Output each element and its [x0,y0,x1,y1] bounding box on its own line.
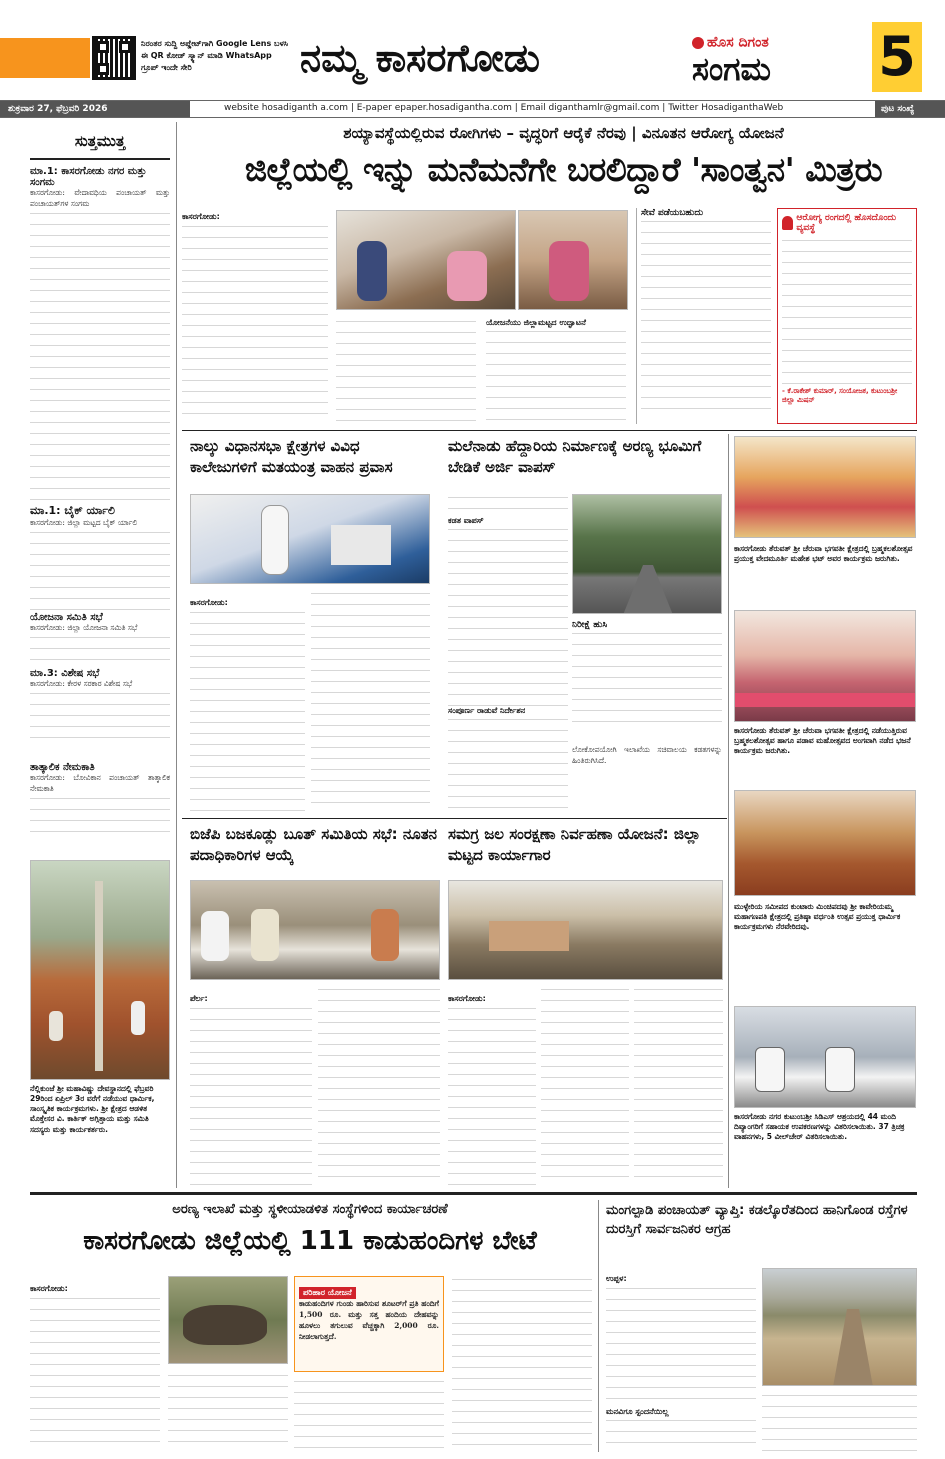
lead-headline: ಜಿಲ್ಲೆಯಲ್ಲಿ ಇನ್ನು ಮನೆಮನೆಗೇ ಬರಲಿದ್ದಾರೆ 'ಸಾಂತ್ವನ' ಮಿತ್ರರು [244,150,883,189]
contact-strip: website hosadiganth a.com | E-paper epaper.hosadigantha.com | Email diganthamlr@gmail.com | Twitter HosadiganthaWeb [224,103,784,113]
story-body-text [311,590,430,810]
story-body-text [448,716,568,812]
story5-body-col3 [634,986,723,1186]
story3-subhead-2: ಸಂಪೂರ್ಣ ರಾಡುವೆ ನಿರ್ದೇಶನ [448,706,526,715]
side-box-credit: - ಕೆ.ರಾಕೇಶ್ ಕುಮಾರ್, ಸಂಯೋಜಕ, ಕುಟುಂಬಶ್ರೀ ಜಿಲ್ಲಾ ಮಿಷನ್ [782,387,898,404]
sidebar-item-body [30,634,170,664]
story2-body-col2 [311,590,430,814]
compensation-box [294,1276,444,1372]
sidebar-item [30,504,170,614]
temple-tree-photo [30,860,170,1080]
compensation-box-title: ಪರಿಹಾರ ಯೋಜನೆ [299,1287,356,1299]
section-rule [182,430,917,431]
paper-title: ನಮ್ಮ ಕಾಸರಗೋಡು [300,36,541,80]
lead-side-box [777,208,917,424]
sidebar-item-title: ಮಾ.3: ವಿಶೇಷ ಸಭೆ [30,668,100,679]
story-body-text [318,986,440,1182]
story5-body [448,986,536,1186]
story3-box-text [572,630,722,730]
lead-kicker: ಶಯ್ಯಾವಸ್ಥೆಯಲ್ಲಿರುವ ರೋಗಿಗಳು – ವೃದ್ಧರಿಗೆ ಆರೈಕೆ ನೆರವು | ವಿನೂತನ ಆರೋಗ್ಯ ಯೋಜನೆ [343,124,784,142]
story2-photo [190,494,430,584]
lead-story-col3 [486,318,626,424]
sidebar-item-title: ಮಾ.1: ಬೈಕ್ ರ್ಯಾಲಿ [30,504,115,517]
story-body-text [190,1005,312,1186]
road-body-col2 [762,1392,917,1452]
health-icon [782,216,793,230]
damaged-road-photo [762,1268,917,1386]
right-caption: ಮುಳ್ಳೇರಿಯ ಸಮೀಪದ ಕುಂಟಾರು ಮಿಂಚಿಪದವು ಶ್ರೀ ಕಾವೇರಿಯಮ್ಮ ಮಹಾಗಣಪತಿ ಕ್ಷೇತ್ರದಲ್ಲಿ ಪ್ರತಿಷ್ಠಾ ವರ್ಧಂತಿ ಉತ್ಸವ ಪ್ರಯುಕ್ತ ಧಾರ್ಮಿಕ ಕಾರ್ಯಕ್ರಮಗಳು ನೆರವೇರಿದವು. [734,902,901,932]
right-caption: ಕಾಸರಗೋಡು ತೆರುವತ್ ಶ್ರೀ ಚೆರುವಾ ಭಗವತೀ ಕ್ಷೇತ್ರದಲ್ಲಿ ಬ್ರಹ್ಮಕಲಶೋತ್ಸವ ಪ್ರಯುಕ್ತ ವೇದಮೂರ್ತಿ ಮಹೇಶ ಭಟ್ ಅವರ ಕಾರ್ಯಕ್ರಮ ಜರುಗಿತು. [734,544,913,564]
temple-ritual-photo [734,436,916,538]
temple-pooja-photo [734,790,916,896]
info-box-title: ಸೇವೆ ಪಡೆಯಬಹುದು [641,208,704,218]
issue-date: ಶುಕ್ರವಾರ 27, ಫೆಬ್ರವರಿ 2026 [8,104,108,114]
sidebar-item-title: ತಾತ್ಕಾಲಿಕ ನೇಮಕಾತಿ [30,762,95,773]
story2-body [190,590,305,814]
right-caption: ಕಾಸರಗೋಡು ನಗರ ಕುಟುಂಬಶ್ರೀ ಸಿಡಿಎಸ್ ಆಶ್ರಯದಲ್ಲಿ 44 ಮಂದಿ ದಿವ್ಯಾಂಗರಿಗೆ ಸಹಾಯಕ ಉಪಕರಣಗಳನ್ನು ವಿತರಿಸಲಾಯಿತು. 37 ತ್ರಿಚಕ್ರ ವಾಹನಗಳು, 5 ವೀಲ್‌ಚೇರ್ ವಿತರಿಸಲಾಯಿತು. [734,1112,905,1142]
story-body-text [30,1295,160,1452]
sidebar-item-body [30,795,170,834]
right-caption: ಕಾಸರಗೋಡು ತೆರುವತ್ ಶ್ರೀ ಚೆರುವಾ ಭಗವತೀ ಕ್ಷೇತ್ರದಲ್ಲಿ ನಡೆಯುತ್ತಿರುವ ಬ್ರಹ್ಮಕಲಶೋತ್ಸವ ಹಾಗೂ ಪಡಾವ ಮಹೋತ್ಸವದ ಅಂಗವಾಗಿ ನಡೆದ ಭಜನೆ ಕಾರ್ಯಕ್ರಮ ಜರುಗಿತು. [734,726,911,756]
lead-dateline: ಕಾಸರಗೋಡು: [182,212,220,221]
qr-code [92,36,136,80]
compensation-box-text: ಕಾಡುಹಂದಿಗಳ ಗುಂಡು ಹಾರಿಸುವ ಶೂಟರ್‌ಗೆ ಪ್ರತಿ ಹಂದಿಗೆ 1,500 ರೂ. ಮತ್ತು ಸತ್ತ ಹಂದಿಯ ದೇಹವನ್ನು ಹೂಳಲು ತಗುಲುವ ವೆಚ್ಚಕ್ಕಾಗಿ 2,000 ರೂ. ನೀಡಲಾಗುತ್ತದೆ. [299,1299,439,1341]
pages-label: ಪುಟ ಸಂಖ್ಯೆ [881,104,915,114]
story-body-text [448,494,568,516]
side-box-title-text: ಆರೋಗ್ಯ ರಂಗದಲ್ಲಿ ಹೊಸದೊಂದು ವ್ಯವಸ್ಥೆ [796,213,897,233]
road-subhead: ಮನವಿಗೂ ಸ್ಪಂದನೆಯಿಲ್ಲ [606,1407,669,1416]
story3-box-title: ನಿರೀಕ್ಷೆ ಹುಸಿ [572,620,608,630]
story-body-text [168,1372,288,1452]
road-body [606,1266,756,1452]
date-bar [0,100,945,118]
road-dateline: ಉಪ್ಪಳ: [606,1274,627,1283]
lead-photo-2 [518,210,628,310]
lead-subhead: ಯೋಜನೆಯು ಜಿಲ್ಲಾಮಟ್ಟದ ಉದ್ಘಾಟನೆ [486,318,586,327]
email-link[interactable]: Email diganthamlr@gmail.com [520,103,660,113]
story4-body [190,986,312,1186]
sidebar-item-lead: ಕಾಸರಗೋಡು: ಕೇರಳ ಸರಕಾರ ವಿಶೇಷ ಸಭೆ [30,679,133,688]
story-body-text [448,1005,536,1186]
boar-body-col2 [168,1372,288,1452]
boar-body-col4 [452,1276,592,1452]
lead-info-box [636,208,771,424]
website-link[interactable]: website hosadiganth a.com [224,103,348,113]
story-body-text [634,986,723,1182]
boar-dateline: ಕಾಸರಗೋಡು: [30,1284,68,1293]
boar-headline: ಕಾಸರಗೋಡು ಜಿಲ್ಲೆಯಲ್ಲಿ 111 ಕಾಡುಹಂದಿಗಳ ಬೇಟೆ [83,1226,537,1256]
story-body-text [294,1378,444,1452]
story5-body-col2 [541,986,629,1186]
story5-headline: ಸಮಗ್ರ ಜಲ ಸಂರಕ್ಷಣಾ ನಿರ್ವಹಣಾ ಯೋಜನೆ: ಜಿಲ್ಲಾ ಮಟ್ಟದ ಕಾರ್ಯಾಗಾರ [448,825,701,864]
brand-logo [692,32,872,52]
section-rule-thick [30,1192,917,1195]
column-divider [598,1200,599,1452]
sidebar-item-body [30,529,170,613]
masthead-accent-bar [0,38,90,78]
column-divider [728,434,729,1188]
temple-bhajan-photo [734,610,916,722]
scooter-distribution-photo [734,1006,916,1108]
sidebar-item-body [30,690,170,748]
story2-headline: ನಾಲ್ಕು ವಿಧಾನಸಭಾ ಕ್ಷೇತ್ರಗಳ ವಿವಿಧ ಕಾಲೇಜುಗಳಿಗೆ ಮತಯಂತ್ರ ವಾಹನ ಪ್ರವಾಸ [190,437,393,476]
sidebar-item-body [30,210,170,508]
column-divider [176,122,177,1188]
story3-subhead: ಕಡತ ವಾಪಸ್ [448,516,484,525]
sidebar-item [30,762,170,834]
story3-headline: ಮಲೆನಾಡು ಹೆದ್ದಾರಿಯ ನಿರ್ಮಾಣಕ್ಕೆ ಅರಣ್ಯ ಭೂಮಿಗೆ ಬೇಡಿಕೆ ಅರ್ಜಿ ವಾಪಸ್ [448,437,702,476]
supplement-title: ಸಂಗಮ [692,50,771,88]
sidebar-item-lead: ಕಾಸರಗೋಡು: ಜಿಲ್ಲಾ ಮಟ್ಟದ ಬೈಕ್ ರ್ಯಾಲಿ [30,518,138,527]
story-body-text [606,1285,756,1407]
water-workshop-photo [448,880,723,980]
boar-kicker: ಅರಣ್ಯ ಇಲಾಖೆ ಮತ್ತು ಸ್ಥಳೀಯಾಡಳಿತ ಸಂಸ್ಥೆಗಳಿಂದ ಕಾರ್ಯಾಚರಣೆ [172,1202,448,1217]
story4-body-col2 [318,986,440,1186]
sidebar-item-lead: ಕಾಸರಗೋಡು: ವೇದಾವಧಿಯ ಪಂಚಾಯತ್ ಮತ್ತು ಪಂಚಾಯತ್‌ಗಳ ಸಂಗಮ [30,188,170,208]
masthead [0,0,945,100]
sidebar-item-title: ಮಾ.1: ಕಾಸರಗೋಡು ನಗರ ಮತ್ತು ಸಂಗಮ [30,166,147,188]
lead-story-col2 [336,318,476,424]
sidebar-item-lead: ಕಾಸರಗೋಡು: ಬೋವಿಕಾನ ಪಂಚಾಯತ್ ತಾತ್ಕಾಲಿಕ ನೇಮಕಾತಿ [30,773,170,793]
page-number: 5 [878,25,916,88]
lead-photo-1 [336,210,516,310]
story5-dateline: ಕಾಸರಗೋಡು: [448,994,486,1003]
twitter-link[interactable]: Twitter HosadiganthaWeb [668,103,784,113]
wild-boar-photo [168,1276,288,1364]
lead-body-text [336,318,476,424]
sidebar-item [30,612,170,676]
story-body-text [762,1392,917,1452]
story3-body [448,494,568,814]
story4-dateline: ಪೆರ್ಲ: [190,994,208,1003]
lead-story-body [182,204,328,424]
brand-name: ಹೊಸ ದಿಗಂತ [707,34,769,51]
lead-body-text [486,328,626,422]
road-headline: ಮಂಗಲ್ಪಾಡಿ ಪಂಚಾಯತ್ ವ್ಯಾಪ್ತಿ: ಕಡಲ್ಕೊರೆತದಿಂದ ಹಾನಿಗೊಂಡ ರಸ್ತೆಗಳ ದುರಸ್ತಿಗೆ ಸಾರ್ವಜನಿಕರ ಆಗ್ರಹ [606,1203,908,1237]
section-rule [182,818,727,819]
side-box-text [782,237,912,387]
qr-note: ನಿರಂತರ ಸುದ್ದಿ ಅಪ್ಡೇಟ್‌ಗಾಗಿ Google Lens ಬಳಸಿ ಈ QR ಕೋಡ್ ಸ್ಕ್ಯಾನ್ ಮಾಡಿ WhatsApp ಗ್ರೂಪ್ ಇಂದೇ ಸೇರಿ [141,39,289,72]
forest-road-photo [572,494,722,614]
page-number-box [872,22,922,92]
sidebar-header-text: ಸುತ್ತಮುತ್ತ [74,132,126,150]
boar-body-col3 [294,1378,444,1452]
date-box [0,101,190,118]
story4-headline: ಬಿಜೆಪಿ ಬಜಕೂಡ್ಲು ಬೂತ್ ಸಮಿತಿಯ ಸಭೆ: ನೂತನ ಪದಾಧಿಕಾರಿಗಳ ಆಯ್ಕೆ [190,825,438,864]
story-body-text [448,526,568,706]
sidebar-photo-caption: ನೆಲ್ಲಿಕುಂಜೆ ಶ್ರೀ ಮಹಾವಿಷ್ಣು ದೇವಸ್ಥಾನದಲ್ಲಿ ಫೆಬ್ರವರಿ 29ರಿಂದ ಏಪ್ರಿಲ್ 3ರ ವರೆಗೆ ನಡೆಯುವ ಧಾರ್ಮಿಕ, ಸಾಂಸ್ಕೃತಿಕ ಕಾರ್ಯಕ್ರಮಗಳು. ಶ್ರೀ ಕ್ಷೇತ್ರದ ಆಡಳಿತ ಮೊಕ್ತೇಸರ ವಿ. ಕಾರ್ತಿಕ್ ಅಗ್ಗಿತ್ತಾಯ ಮತ್ತು ಸಮಿತಿ ಸದಸ್ಯರು ಮತ್ತು ಕಾರ್ಯಕರ್ತರು. [30,1084,155,1134]
pages-label-box [875,101,945,118]
bjp-meeting-photo [190,880,440,980]
story2-dateline: ಕಾಸರಗೋಡು: [190,598,228,607]
sidebar-item-lead: ಕಾಸರಗೋಡು: ಜಿಲ್ಲಾ ಯೋಜನಾ ಸಮಿತಿ ಸಭೆ [30,623,138,632]
brand-dot-icon [692,37,704,49]
story3-box [572,620,722,740]
story-body-text [606,1417,756,1452]
info-box-text [641,218,771,418]
boar-body [30,1276,160,1452]
sidebar-item [30,668,170,760]
lead-body-text [182,223,328,424]
story-body-text [541,986,629,1182]
sidebar [30,122,170,1188]
story-body-text [190,609,305,814]
story-body-text [452,1276,592,1452]
side-box-title [782,213,912,233]
sidebar-item-title: ಯೋಜನಾ ಸಮಿತಿ ಸಭೆ [30,612,103,623]
epaper-link[interactable]: E-paper epaper.hosadigantha.com [356,103,512,113]
sidebar-header [30,126,170,160]
story3-note: ಲೋಕೋಪಯೋಗಿ ಇಲಾಖೆಯ ಸಚಿವಾಲಯ ಕಡತಗಳನ್ನು ಹಿಂತಿರುಗಿಸಿದೆ. [572,745,722,765]
